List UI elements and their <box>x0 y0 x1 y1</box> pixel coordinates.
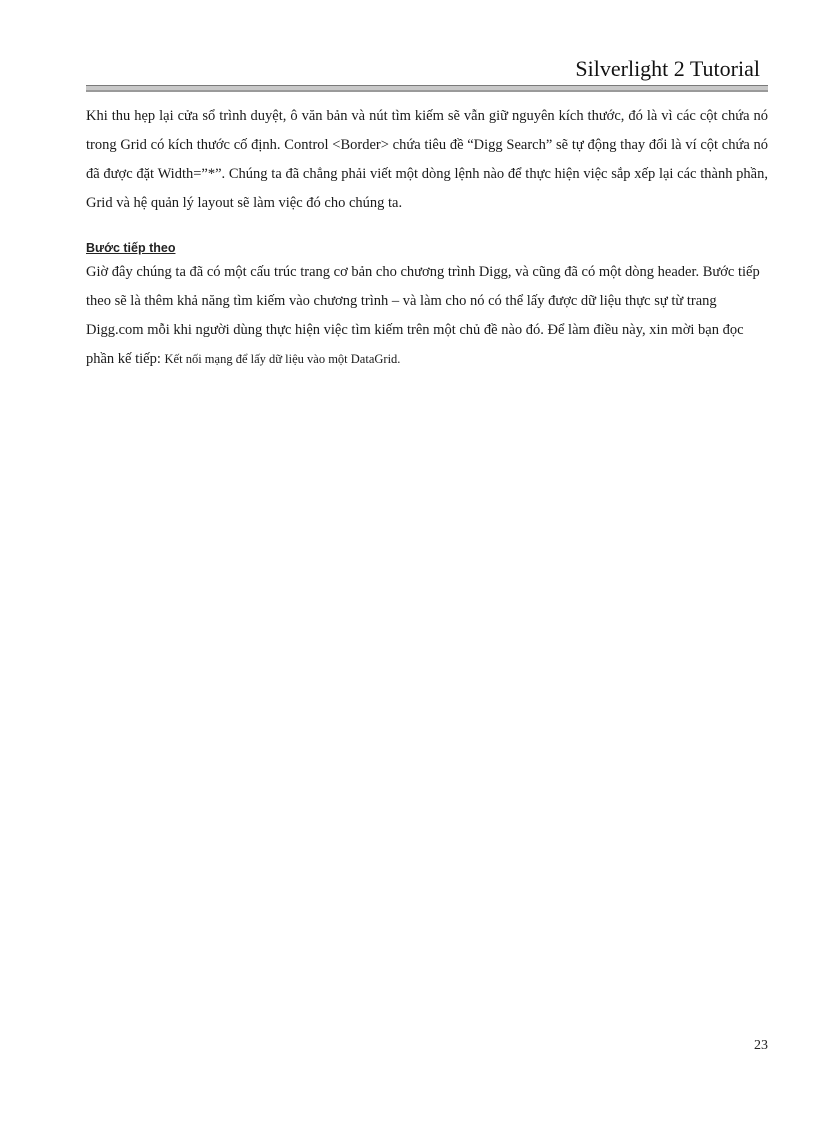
document-body <box>86 102 768 374</box>
paragraph-next-step <box>86 258 768 374</box>
paragraph-grid-resize: Khi thu hẹp lại cửa sổ trình duyệt, ô văn bản và nút tìm kiếm sẽ vẫn giữ nguyên kích thước, đó là vì các cột chứa nó trong Grid có kích thước cố định. Control <Border> chứa tiêu đề “Digg Search” sẽ tự động thay đổi là ví cột chứa nó đã được đặt Width=”*”. Chúng ta đã chẳng phải viết một dòng lệnh nào để thực hiện việc sắp xếp lại các thành phần, Grid và hệ quản lý layout sẽ làm việc đó cho chúng ta. <box>86 108 768 211</box>
header-divider <box>86 85 768 92</box>
section-heading-next-step: Bước tiếp theo <box>86 241 176 255</box>
page-number: 23 <box>754 1038 768 1053</box>
document-header-title: Silverlight 2 Tutorial <box>575 56 760 81</box>
next-section-reference: Kết nối mạng để lấy dữ liệu vào một DataGrid. <box>164 352 401 366</box>
paragraph-next-step-text: Giờ đây chúng ta đã có một cấu trúc trang cơ bản cho chương trình Digg, và cũng đã có một dòng header. Bước tiếp theo sẽ là thêm khả năng tìm kiếm vào chương trình – và làm cho nó có thể lấy được dữ liệu thực sự từ trang Digg.com mỗi khi người dùng thực hiện việc tìm kiếm trên một chủ đề nào đó. Để làm điều này, xin mời bạn đọc phần kế tiếp: <box>86 264 760 367</box>
